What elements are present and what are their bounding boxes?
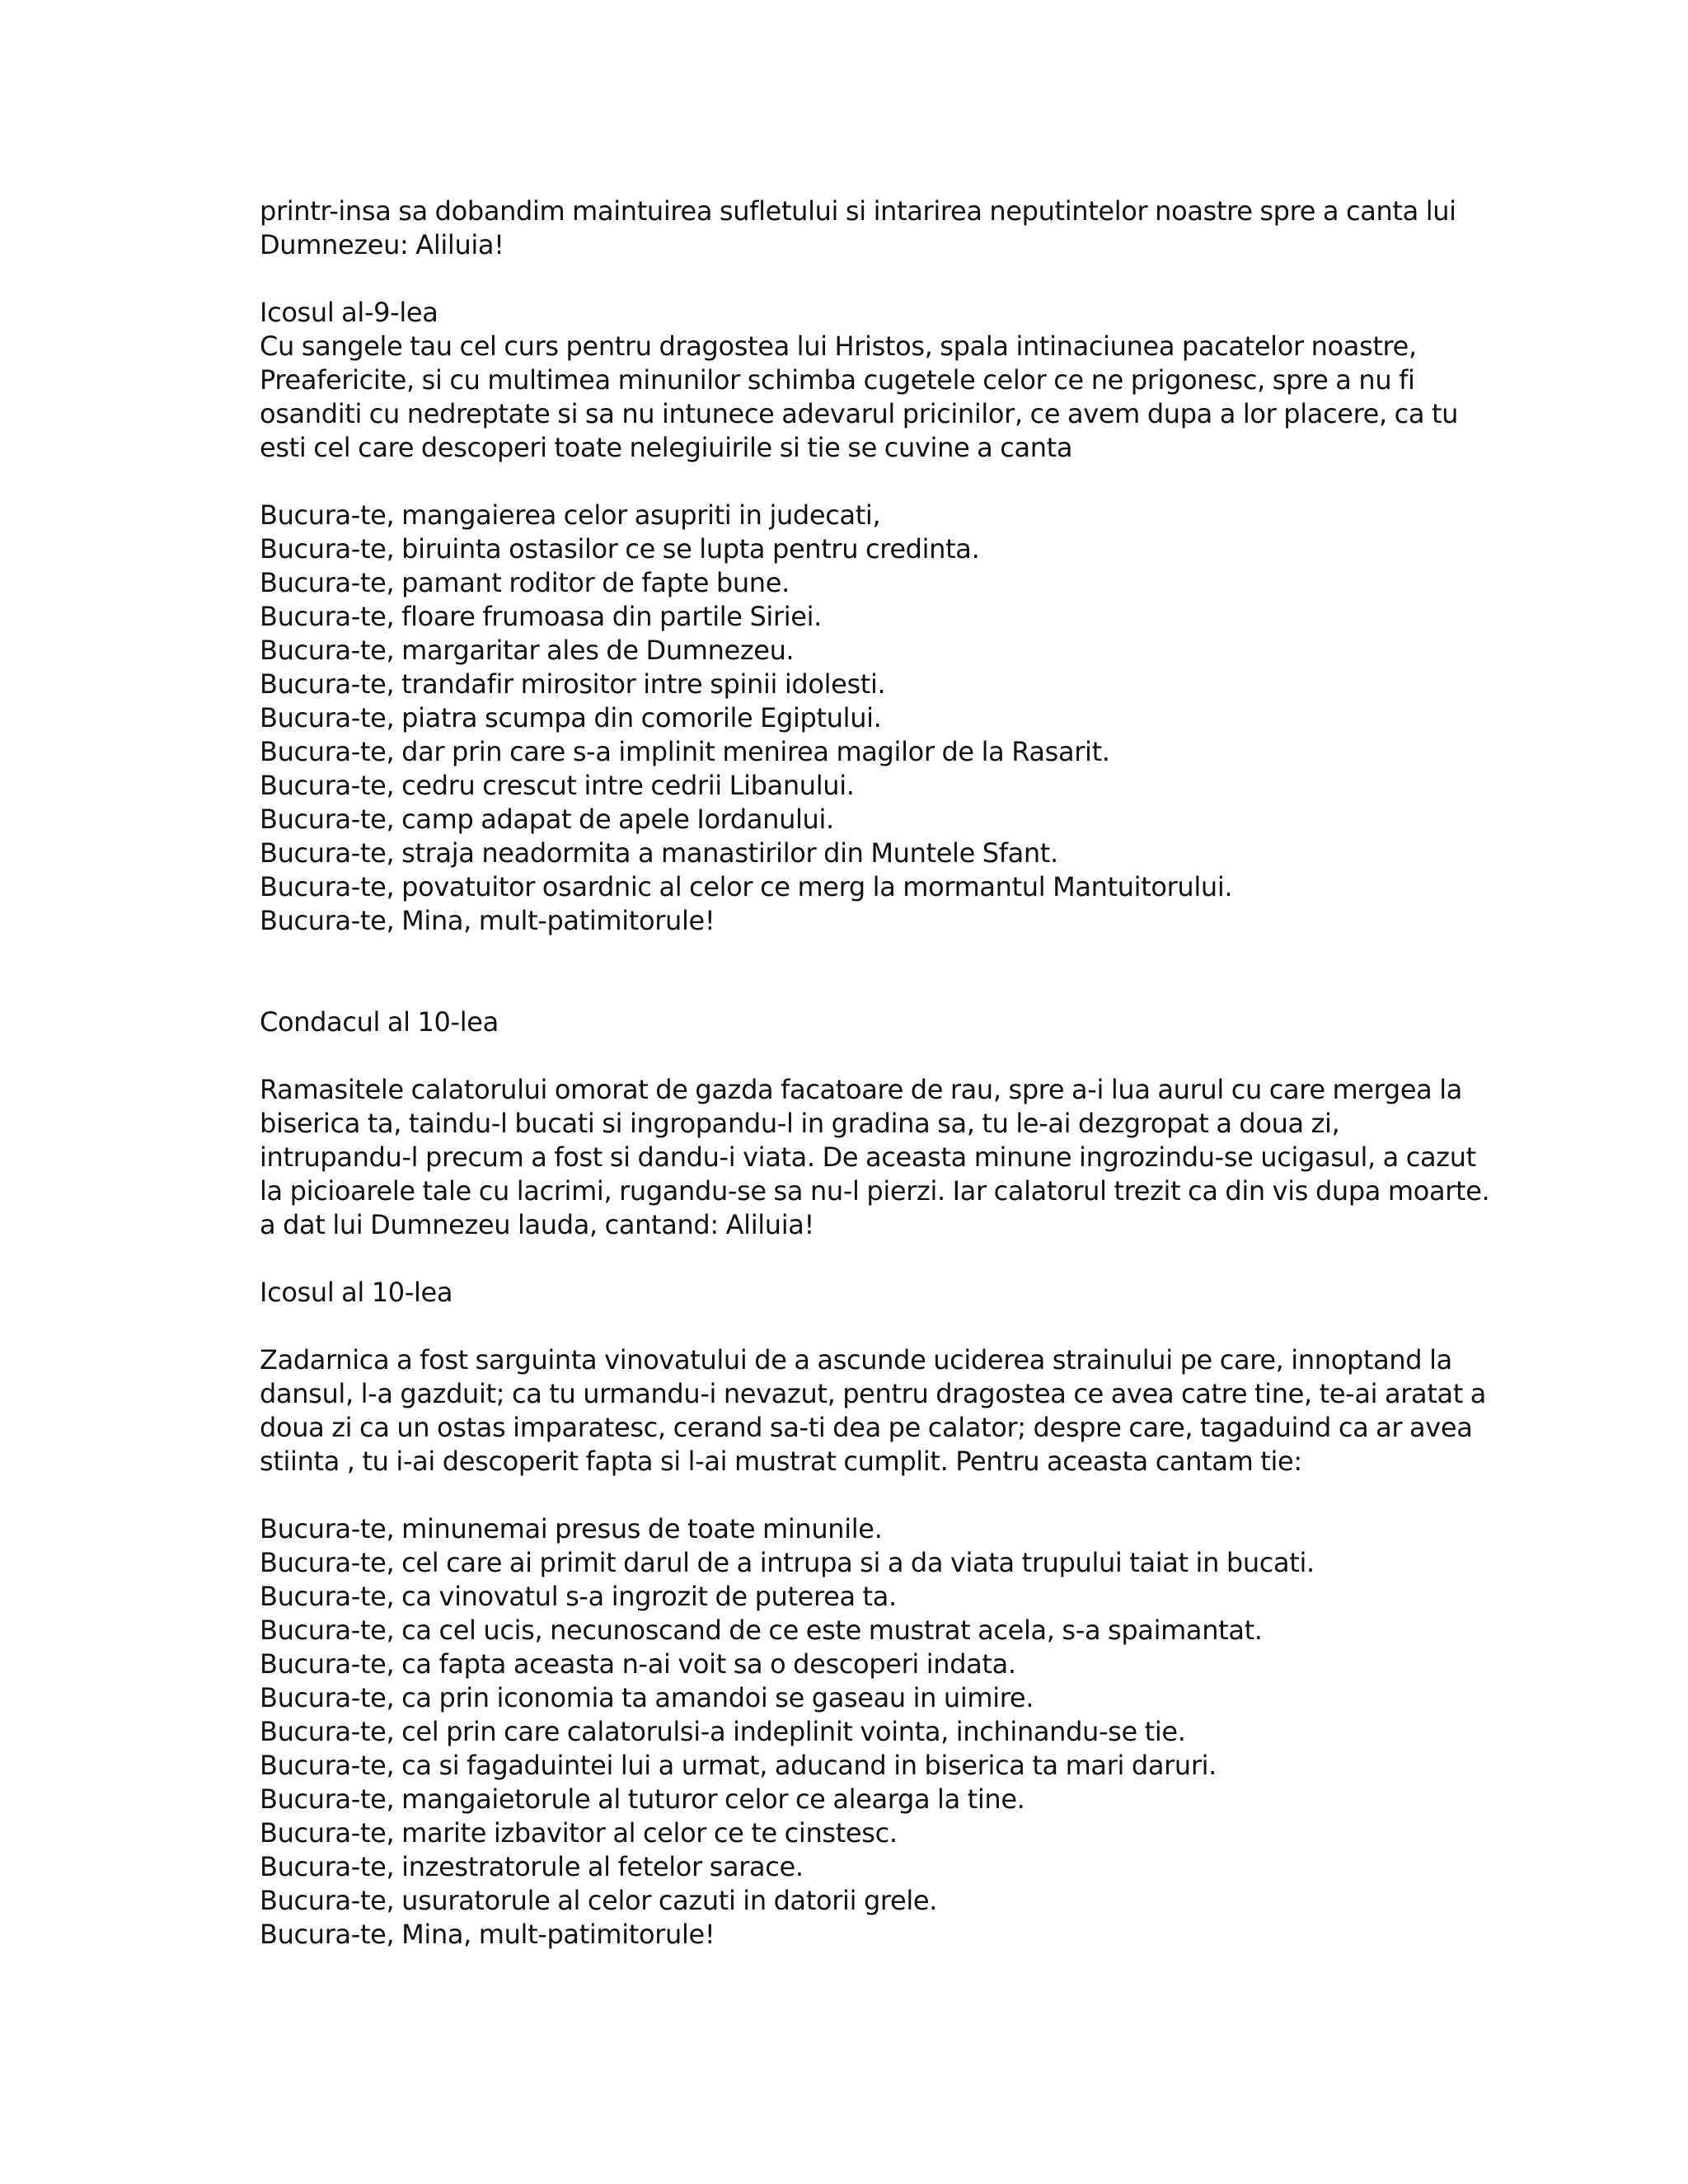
spacer [260, 465, 1463, 499]
spacer [260, 1479, 1463, 1512]
salutation-line: Bucura-te, ca cel ucis, necunoscand de ce este mustrat acela, s-a spaimantat. [260, 1615, 1263, 1646]
text-line: a dat lui Dumnezeu lauda, cantand: Aliluia! [260, 1209, 815, 1240]
salutation-line: Bucura-te, minunemai presus de toate minunile. [260, 1513, 883, 1544]
salutation-line: Bucura-te, povatuitor osardnic al celor ce merg la mormantul Mantuitorului. [260, 871, 1233, 902]
spacer [260, 262, 1463, 296]
salutation-line: Bucura-te, mangaierea celor asupriti in judecati, [260, 499, 881, 531]
salutation-line: Bucura-te, ca vinovatul s-a ingrozit de puterea ta. [260, 1581, 897, 1612]
document-body [260, 194, 1490, 1952]
text-line: Zadarnica a fost sarguinta vinovatului de a ascunde uciderea strainului pe care, innoptand la [260, 1344, 1452, 1376]
salutation-line: Bucura-te, Mina, mult-patimitorule! [260, 905, 715, 936]
spacer [260, 1039, 1463, 1073]
salutation-line: Bucura-te, cedru crescut intre cedrii Libanului. [260, 770, 855, 801]
salutation-line: Bucura-te, biruinta ostasilor ce se lupta pentru credinta. [260, 533, 980, 565]
salutation-line: Bucura-te, ca fapta aceasta n-ai voit sa o descoperi indata. [260, 1648, 1016, 1680]
icos-9-salutations [260, 499, 1463, 938]
section-heading: Icosul al-9-lea [260, 297, 438, 328]
salutation-line: Bucura-te, floare frumoasa din partile Siriei. [260, 601, 822, 632]
salutation-line: Bucura-te, marite izbavitor al celor ce te cinstesc. [260, 1817, 898, 1849]
spacer [260, 1310, 1463, 1343]
salutation-line: Bucura-te, dar prin care s-a implinit menirea magilor de la Rasarit. [260, 736, 1110, 767]
icos-9-section [260, 296, 1463, 465]
text-line: Preafericite, si cu multimea minunilor schimba cugetele celor ce ne prigonesc, spre a nu fi [260, 364, 1415, 396]
text-line: Cu sangele tau cel curs pentru dragostea lui Hristos, spala intinaciunea pacatelor noastre, [260, 330, 1417, 362]
salutation-line: Bucura-te, straja neadormita a manastirilor din Muntele Sfant. [260, 837, 1058, 869]
icos-10-heading-block [260, 1276, 1463, 1310]
text-line: esti cel care descoperi toate nelegiuirile si tie se cuvine a canta [260, 432, 1073, 463]
text-line: doua zi ca un ostas imparatesc, cerand sa-ti dea pe calator; despre care, tagaduind ca ar avea [260, 1412, 1473, 1443]
text-line: printr-insa sa dobandim maintuirea sufletului si intarirea neputintelor noastre spre a canta lui [260, 195, 1456, 227]
spacer [260, 938, 1463, 1005]
text-line: la picioarele tale cu lacrimi, rugandu-se sa nu-l pierzi. Iar calatorul trezit ca din vis dupa moarte. [260, 1175, 1490, 1207]
spacer [260, 1242, 1463, 1276]
text-line: Dumnezeu: Aliluia! [260, 229, 504, 260]
salutation-line: Bucura-te, pamant roditor de fapte bune. [260, 567, 790, 598]
text-line: dansul, l-a gazduit; ca tu urmandu-i nevazut, pentru dragostea ce avea catre tine, te-ai aratat a [260, 1378, 1487, 1409]
salutation-line: Bucura-te, piatra scumpa din comorile Egiptului. [260, 702, 882, 733]
text-line: intrupandu-l precum a fost si dandu-i viata. De aceasta minune ingrozindu-se ucigasul, a cazut [260, 1141, 1476, 1173]
salutation-line: Bucura-te, cel care ai primit darul de a intrupa si a da viata trupului taiat in bucati. [260, 1547, 1315, 1578]
salutation-line: Bucura-te, mangaietorule al tuturor celor ce alearga la tine. [260, 1783, 1025, 1815]
text-line: stiinta , tu i-ai descoperit fapta si l-ai mustrat cumplit. Pentru aceasta cantam tie: [260, 1446, 1302, 1477]
condac-10-paragraph [260, 1073, 1490, 1242]
intro-paragraph [260, 194, 1463, 262]
salutation-line: Bucura-te, cel prin care calatorulsi-a indeplinit vointa, inchinandu-se tie. [260, 1716, 1186, 1747]
section-heading: Condacul al 10-lea [260, 1006, 499, 1038]
salutation-line: Bucura-te, ca prin iconomia ta amandoi se gaseau in uimire. [260, 1682, 1034, 1713]
icos-10-salutations [260, 1512, 1463, 1952]
condac-10-heading-block [260, 1005, 1463, 1039]
salutation-line: Bucura-te, camp adapat de apele Iordanului. [260, 804, 834, 835]
icos-10-paragraph [260, 1343, 1487, 1479]
salutation-line: Bucura-te, margaritar ales de Dumnezeu. [260, 635, 795, 666]
section-heading: Icosul al 10-lea [260, 1277, 453, 1308]
salutation-line: Bucura-te, Mina, mult-patimitorule! [260, 1919, 715, 1950]
salutation-line: Bucura-te, trandafir mirositor intre spinii idolesti. [260, 668, 886, 700]
text-line: Ramasitele calatorului omorat de gazda facatoare de rau, spre a-i lua aurul cu care mergea la [260, 1074, 1463, 1105]
salutation-line: Bucura-te, inzestratorule al fetelor sarace. [260, 1851, 804, 1882]
salutation-line: Bucura-te, usuratorule al celor cazuti in datorii grele. [260, 1885, 938, 1916]
text-line: osanditi cu nedreptate si sa nu intunece adevarul pricinilor, ce avem dupa a lor placere, ca tu [260, 398, 1459, 429]
salutation-line: Bucura-te, ca si fagaduintei lui a urmat, aducand in biserica ta mari daruri. [260, 1750, 1217, 1781]
text-line: biserica ta, taindu-l bucati si ingropandu-l in gradina sa, tu le-ai dezgropat a doua zi, [260, 1108, 1340, 1139]
